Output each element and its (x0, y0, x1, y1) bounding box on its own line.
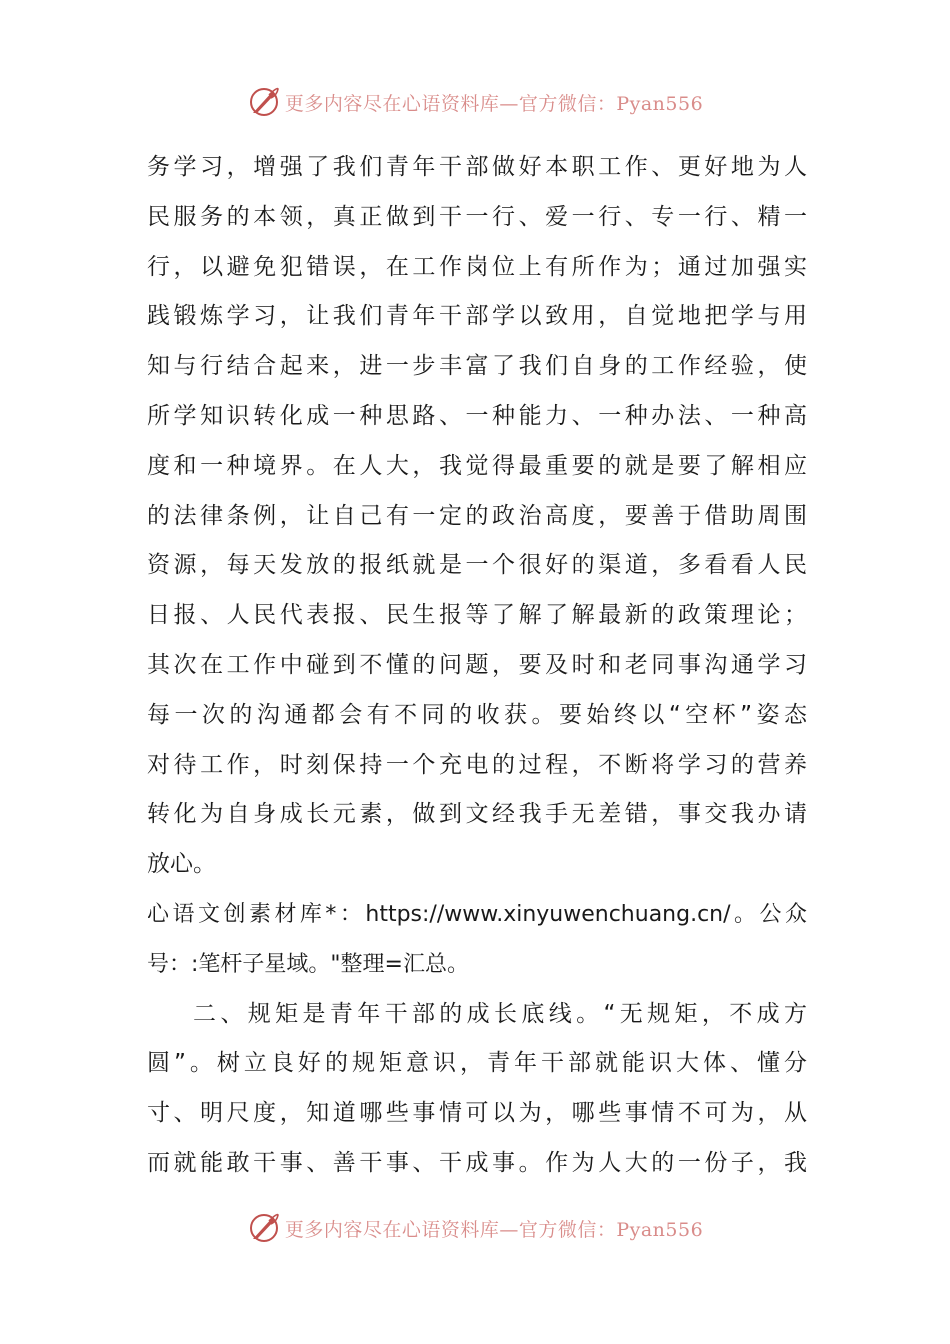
watermark-text: 更多内容尽在心语资料库—官方微信：Pyan556 (284, 92, 704, 115)
text-line: 度和一种境界。在人大，我觉得最重要的就是要了解相应 (147, 452, 807, 479)
text-line: 其次在工作中碰到不懂的问题，要及时和老同事沟通学习 (147, 651, 807, 678)
quill-pen-logo-icon (247, 1211, 281, 1245)
watermark-text: 更多内容尽在心语资料库—官方微信：Pyan556 (284, 1218, 704, 1241)
text-line: 践锻炼学习，让我们青年干部学以致用，自觉地把学与用 (147, 303, 807, 330)
text-line: 务学习，增强了我们青年干部做好本职工作、更好地为人 (147, 154, 807, 180)
text-line: 日报、人民代表报、民生报等了解了解最新的政策理论； (147, 602, 807, 629)
text-line: 所学知识转化成一种思路、一种能力、一种办法、一种高 (147, 402, 807, 429)
document-body (147, 143, 807, 1189)
text-line: 行，以避免犯错误，在工作岗位上有所作为；通过加强实 (147, 253, 807, 280)
quill-pen-logo-icon (247, 85, 281, 119)
text-line: 对待工作，时刻保持一个充电的过程，不断将学习的营养 (147, 751, 807, 778)
text-line: 民服务的本领，真正做到干一行、爱一行、专一行、精一 (147, 203, 807, 230)
footer-watermark (0, 1210, 950, 1246)
text-line: 转化为自身成长元素，做到文经我手无差错，事交我办请 (147, 801, 807, 828)
text-line-source: 心语文创素材库*：https://www.xinyuwenchuang.cn/。公众 (147, 901, 807, 927)
paragraph-heading-line: 二、规矩是青年干部的成长底线。“无规矩，不成方 (193, 1000, 807, 1027)
text-line: 资源，每天发放的报纸就是一个很好的渠道，多看看人民 (147, 552, 807, 579)
text-line: 圆”。树立良好的规矩意识，青年干部就能识大体、懂分 (147, 1050, 807, 1077)
text-line: 而就能敢干事、善干事、干成事。作为人大的一份子，我 (147, 1149, 807, 1176)
text-line-source: 号：:笔杆子星域。"整理=汇总。 (147, 951, 469, 977)
text-line: 知与行结合起来，进一步丰富了我们自身的工作经验，使 (147, 353, 807, 380)
text-line: 放心。 (147, 851, 216, 878)
text-line: 每一次的沟通都会有不同的收获。要始终以“空杯”姿态 (147, 701, 807, 728)
header-watermark (0, 84, 950, 120)
text-line: 的法律条例，让自己有一定的政治高度，要善于借助周围 (147, 502, 807, 529)
text-line: 寸、明尺度，知道哪些事情可以为，哪些事情不可为，从 (147, 1100, 807, 1127)
